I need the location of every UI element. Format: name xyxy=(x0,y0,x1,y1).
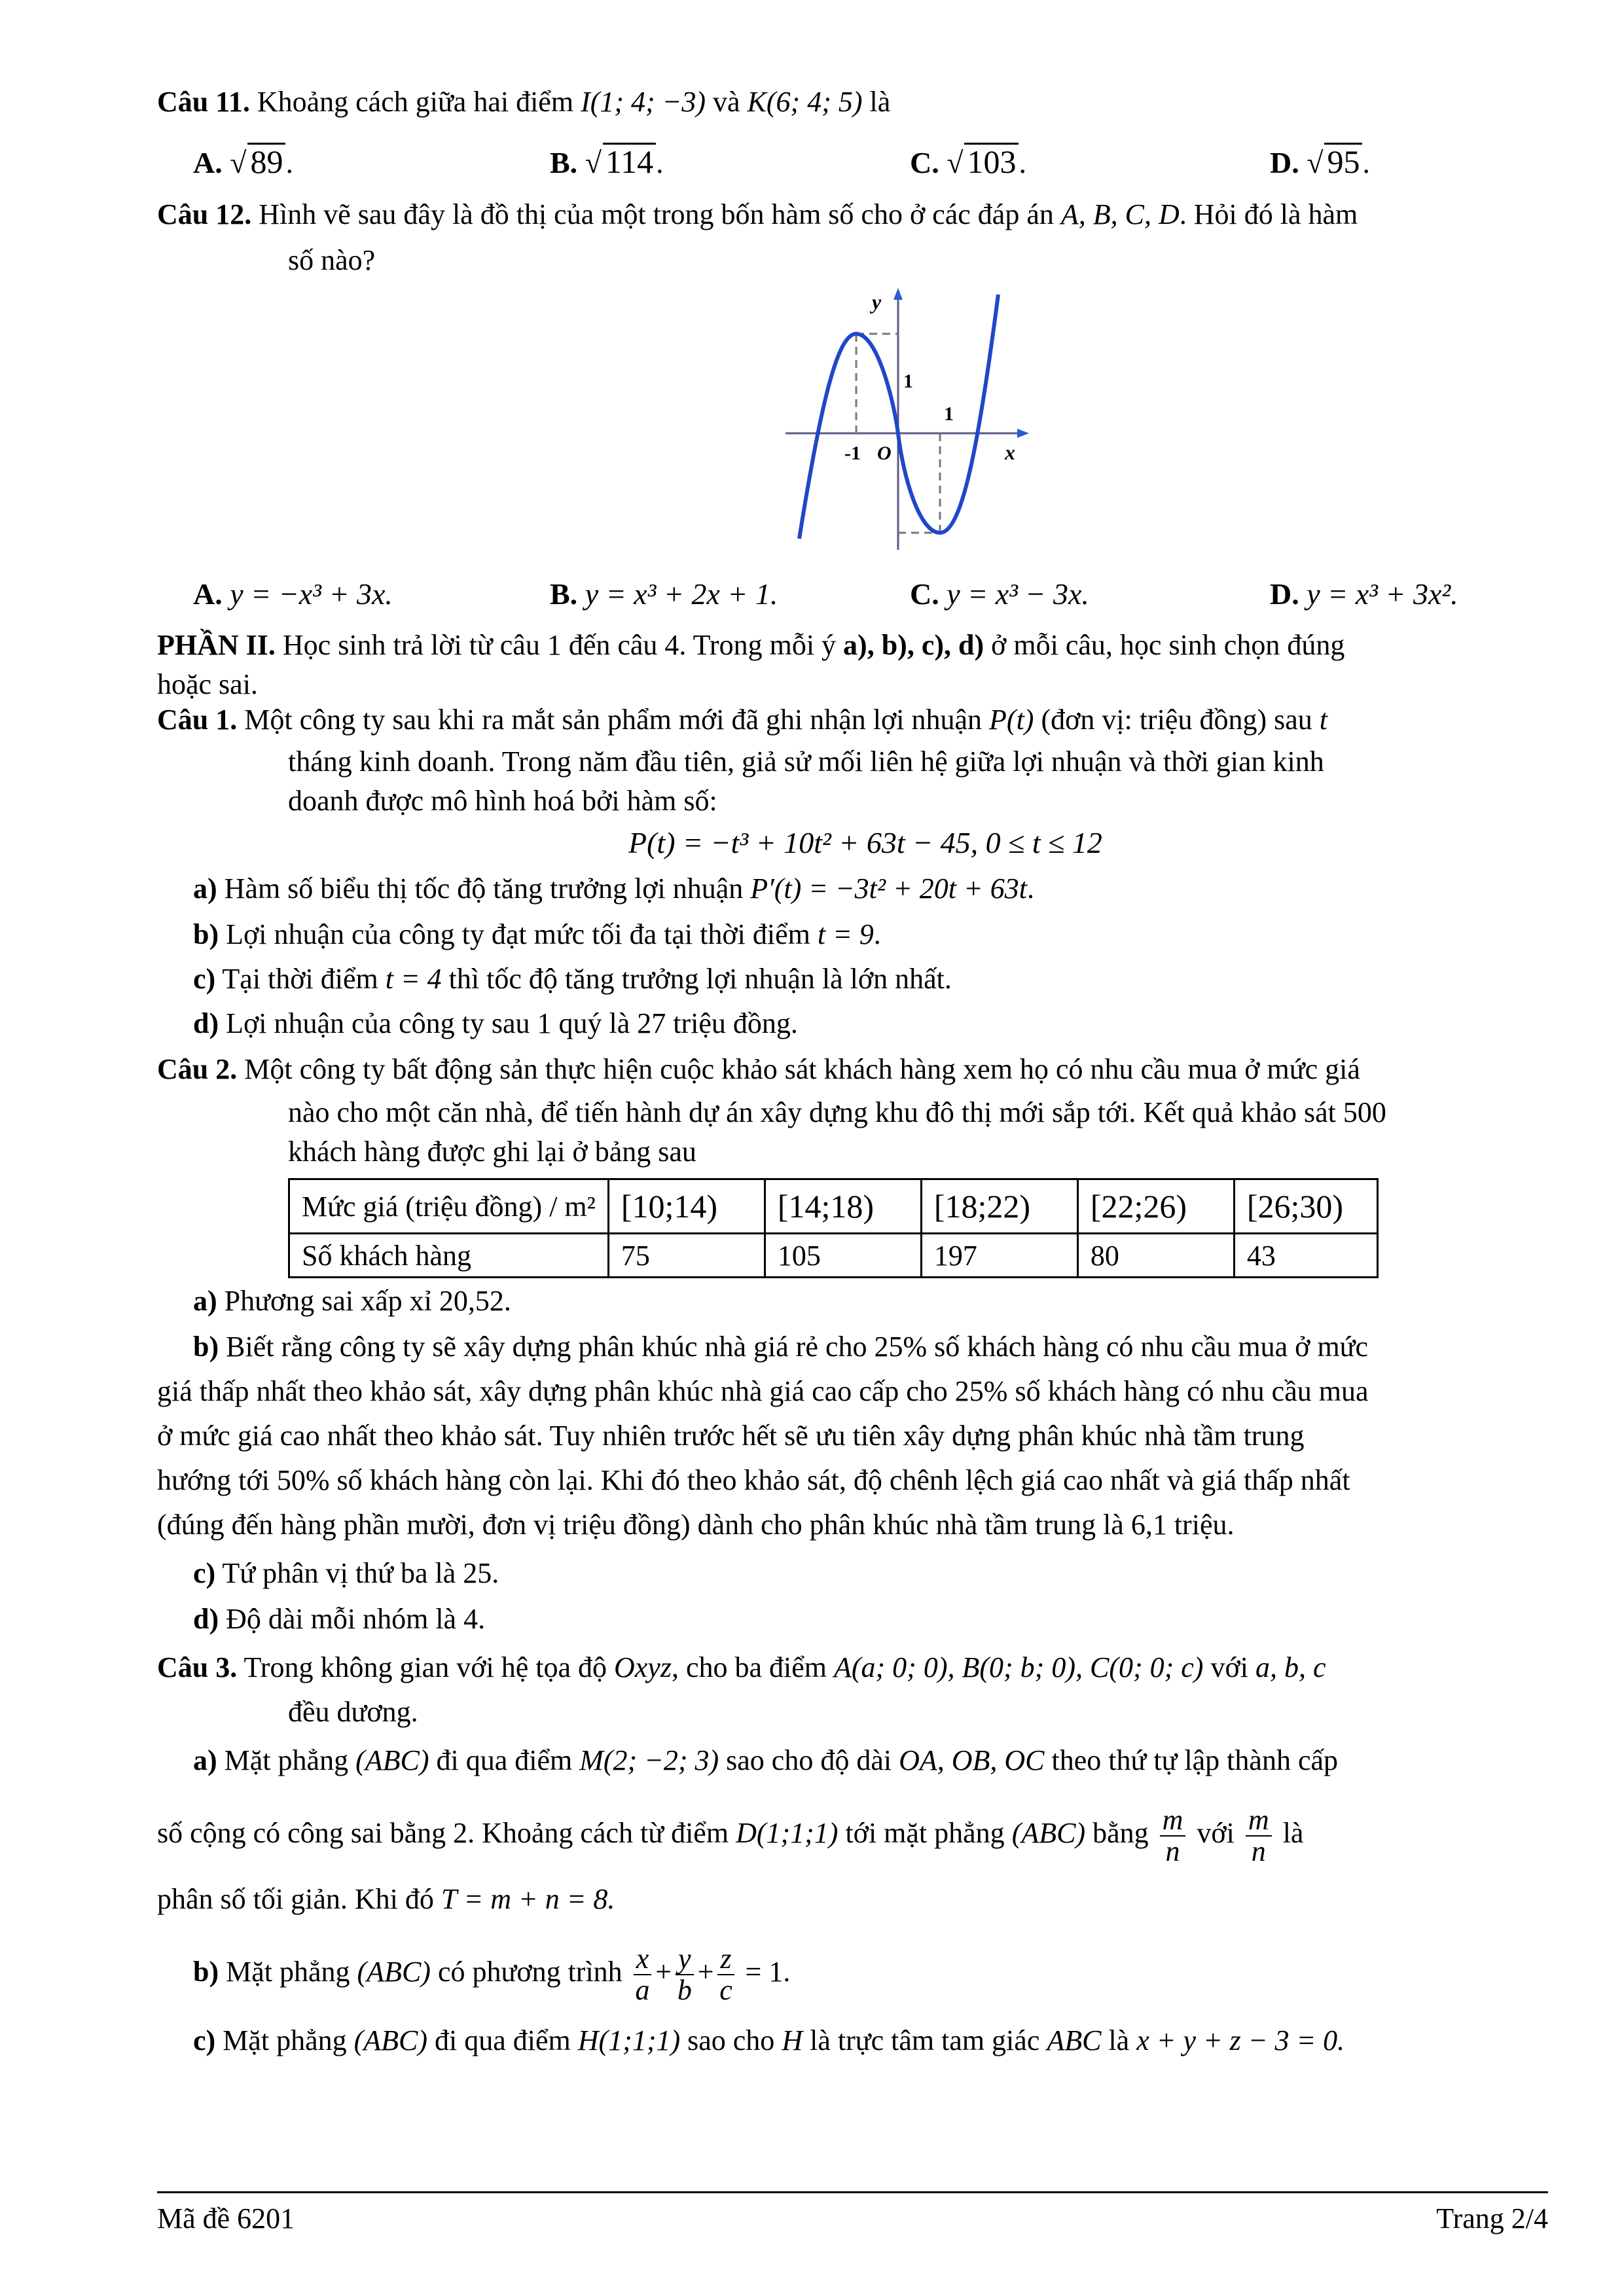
c3-text-c: với xyxy=(1210,1651,1248,1683)
c3-stem-2: đều dương. xyxy=(288,1696,418,1728)
numerator: m xyxy=(1160,1805,1186,1837)
y-axis-arrow-icon xyxy=(893,288,903,300)
item-label: d) xyxy=(193,1603,219,1635)
plane-equation: x + y + z − 3 = 0. xyxy=(1136,2024,1345,2056)
part2-text2: ở mỗi câu, học sinh chọn đúng xyxy=(991,629,1345,661)
numerator: x xyxy=(634,1944,652,1975)
option-value: 103 xyxy=(964,143,1019,179)
item-formula: P′(t) = −3t² + 20t + 63t xyxy=(750,872,1027,905)
y-one-label: 1 xyxy=(903,370,913,392)
plane-abc: (ABC) xyxy=(357,1956,431,1988)
c3-points: A(a; 0; 0), B(0; b; 0), C(0; 0; c) xyxy=(834,1651,1204,1683)
item-text-3: sao cho độ dài xyxy=(726,1744,892,1776)
equation-tail: = 1. xyxy=(745,1956,791,1988)
part2-items: a), b), c), d) xyxy=(843,629,984,661)
q11-tail: là xyxy=(869,86,891,118)
item-text-2: có phương trình xyxy=(437,1956,623,1988)
c3-item-a[interactable] xyxy=(193,1742,1338,1779)
option-value: y = x³ + 2x + 1 xyxy=(585,577,770,611)
triangle-abc: ABC xyxy=(1047,2024,1102,2056)
numerator: y xyxy=(676,1944,694,1975)
item-text: Tại thời điểm xyxy=(222,963,378,995)
footer-divider xyxy=(157,2191,1548,2193)
x-one-label: 1 xyxy=(944,403,954,425)
q12-abcd: A, B, C, D xyxy=(1060,198,1180,230)
q12-stem-cont: số nào? xyxy=(288,244,376,276)
item-text-4: là trực tâm tam giác xyxy=(810,2024,1040,2056)
q12-stem xyxy=(157,196,1358,233)
c3-item-a-3 xyxy=(157,1881,615,1918)
q11-label: Câu 11. xyxy=(157,86,250,118)
denominator: a xyxy=(635,1974,650,2006)
c2-item-c[interactable] xyxy=(193,1555,499,1592)
item-text: Biết rằng công ty sẽ xây dựng phân khúc nhà giá rẻ cho 25% số khách hàng có nhu cầu mua ở mức xyxy=(226,1331,1369,1363)
plane-abc: (ABC) xyxy=(1011,1817,1086,1850)
c3-stem xyxy=(157,1649,1326,1686)
q11-and: và xyxy=(713,86,740,118)
item-text: Lợi nhuận của công ty đạt mức tối đa tại thời điểm xyxy=(226,918,810,950)
part2-intro xyxy=(157,627,1344,664)
c2-text: Một công ty bất động sản thực hiện cuộc khảo sát khách hàng xem họ có nhu cầu mua ở mức giá xyxy=(244,1053,1360,1085)
q11-option-a[interactable]: A. √ 89. xyxy=(193,143,293,180)
footer-exam-code: Mã đề 6201 xyxy=(157,2202,295,2234)
c1-item-d[interactable] xyxy=(193,1005,798,1042)
c2-label: Câu 2. xyxy=(157,1053,238,1085)
c1-stem xyxy=(157,702,1327,738)
option-value: y = x³ − 3x xyxy=(947,577,1082,611)
c3-item-b[interactable]: b) Mặt phẳng (ABC) có phương trình $\frac{x}{a}$ + $\frac{y}{b}$ + $\frac{z}{c}$ = 1. xyxy=(193,1943,791,2006)
c2-item-b[interactable] xyxy=(193,1329,1368,1365)
table-cell: Số khách hàng xyxy=(289,1234,609,1278)
item-label: b) xyxy=(193,918,219,950)
item-text-3: sao cho xyxy=(687,2024,775,2056)
table-row xyxy=(289,1234,1378,1278)
c2-item-b-3: ở mức giá cao nhất theo khảo sát. Tuy nhiên trước hết sẽ ưu tiên xây dựng phân khúc nhà tầm trung xyxy=(157,1420,1305,1452)
item-label: c) xyxy=(193,1557,216,1589)
x-label: x xyxy=(1005,440,1015,464)
option-letter: D. xyxy=(1270,577,1299,611)
item-text-2: đi qua điểm xyxy=(436,1744,573,1776)
c1-formula: P(t) = −t³ + 10t² + 63t − 45, 0 ≤ t ≤ 12 xyxy=(628,826,1102,859)
h-symbol: H xyxy=(782,2024,803,2056)
option-letter: A. xyxy=(193,146,223,179)
part2-label: PHẦN II. xyxy=(157,629,276,661)
option-letter: D. xyxy=(1270,146,1299,179)
table-header-cell: [26;30) xyxy=(1234,1179,1377,1234)
denominator: b xyxy=(677,1974,692,2006)
option-letter: C. xyxy=(910,146,939,179)
c3-text-b: , cho ba điểm xyxy=(671,1651,827,1683)
item-text-5: là xyxy=(1282,1817,1304,1850)
item-label: a) xyxy=(193,1744,217,1776)
item-text-4: theo thứ tự lập thành cấp xyxy=(1051,1744,1338,1776)
c2-item-b-5: (đúng đến hàng phần mười, đơn vị triệu đồng) dành cho phân khúc nhà tầm trung là 6,1 triệu. xyxy=(157,1509,1235,1541)
denominator: n xyxy=(1251,1835,1266,1867)
item-label: b) xyxy=(193,1331,219,1363)
option-value: 89 xyxy=(247,143,285,179)
item-text: số cộng có công sai bằng 2. Khoảng cách từ điểm xyxy=(157,1817,729,1850)
item-text: Mặt phẳng xyxy=(224,1744,349,1776)
q12-option-d[interactable]: D. y = x³ + 3x². xyxy=(1270,577,1458,611)
origin-label: O xyxy=(877,442,892,464)
c3-item-c[interactable] xyxy=(193,2022,1344,2059)
q12-text: Hình vẽ sau đây là đồ thị của một trong bốn hàm số cho ở các đáp án xyxy=(259,198,1054,230)
c3-label: Câu 3. xyxy=(157,1651,238,1683)
item-label: a) xyxy=(193,1285,217,1317)
c2-item-a[interactable] xyxy=(193,1283,511,1319)
q11-option-d[interactable]: D. √ 95. xyxy=(1270,143,1370,180)
table-header-cell: Mức giá (triệu đồng) / m² xyxy=(289,1179,609,1234)
fraction-y-b xyxy=(676,1944,694,2005)
c2-item-b-2: giá thấp nhất theo khảo sát, xây dựng phân khúc nhà giá cao cấp cho 25% số khách hàng có nhu cầu mua xyxy=(157,1375,1369,1407)
table-cell: 105 xyxy=(765,1234,921,1278)
table-cell: 80 xyxy=(1077,1234,1234,1278)
q12-option-b[interactable]: B. y = x³ + 2x + 1. xyxy=(550,577,778,611)
c3-abc: a, b, c xyxy=(1255,1651,1326,1683)
c1-item-c[interactable] xyxy=(193,961,952,997)
item-text: Tứ phân vị thứ ba là 25. xyxy=(222,1557,499,1589)
fraction-m-n xyxy=(1246,1805,1272,1867)
item-text: Phương sai xấp xỉ 20,52. xyxy=(224,1285,511,1317)
c1-item-a[interactable]: a) Hàm số biểu thị tốc độ tăng trưởng lợi nhuận P′(t) = −3t² + 20t + 63t. xyxy=(193,872,1034,905)
c3-oxyz: Oxyz xyxy=(613,1651,672,1683)
q12-option-c[interactable]: C. y = x³ − 3x. xyxy=(910,577,1089,611)
fraction-z-c xyxy=(717,1944,734,2005)
c1-item-b[interactable]: b) Lợi nhuận của công ty đạt mức tối đa tại thời điểm t = 9. xyxy=(193,918,881,950)
numerator: z xyxy=(717,1944,734,1975)
part2-text: Học sinh trả lời từ câu 1 đến câu 4. Trong mỗi ý xyxy=(282,629,837,661)
numerator: m xyxy=(1246,1805,1272,1837)
table-header-cell: [14;18) xyxy=(765,1179,921,1234)
item-formula: t = 9 xyxy=(817,918,874,950)
table-cell: 197 xyxy=(921,1234,1077,1278)
denominator: c xyxy=(719,1974,732,2006)
item-text-5: là xyxy=(1108,2024,1130,2056)
item-text-3: bằng xyxy=(1092,1817,1149,1850)
table-header-cell: [18;22) xyxy=(921,1179,1077,1234)
q12-graph xyxy=(772,281,1034,556)
item-text: Mặt phẳng xyxy=(226,1956,350,1988)
x-axis-arrow-icon xyxy=(1017,429,1029,438)
table-cell: 43 xyxy=(1234,1234,1377,1278)
q12-text2: . Hỏi đó là hàm xyxy=(1179,198,1358,230)
table-cell: 75 xyxy=(608,1234,765,1278)
q11-point-i: I(1; 4; −3) xyxy=(581,86,706,118)
q11-point-k: K(6; 4; 5) xyxy=(747,86,863,118)
fraction-m-n xyxy=(1160,1805,1186,1867)
c1-text: Một công ty sau khi ra mắt sản phẩm mới đã ghi nhận lợi nhuận xyxy=(244,704,983,736)
c2-stem xyxy=(157,1051,1360,1088)
item-text-4: với xyxy=(1197,1817,1235,1850)
survey-table xyxy=(288,1178,1379,1278)
option-value: y = −x³ + 3x xyxy=(230,577,386,611)
footer-page-number: Trang 2/4 xyxy=(1436,2202,1548,2234)
c1-t: t xyxy=(1319,704,1327,736)
c2-item-d[interactable] xyxy=(193,1601,485,1638)
item-label: c) xyxy=(193,963,216,995)
fraction-x-a xyxy=(634,1944,652,2005)
item-label: c) xyxy=(193,2024,216,2056)
q11-stem xyxy=(157,84,890,120)
option-value: 95 xyxy=(1324,143,1362,179)
point-h: H(1;1;1) xyxy=(577,2024,681,2056)
q11-option-c[interactable]: C. √ 103. xyxy=(910,143,1026,180)
denominator: n xyxy=(1165,1835,1180,1867)
c1-text-b: (đơn vị: triệu đồng) sau xyxy=(1041,704,1312,736)
item-text-2: đi qua điểm xyxy=(435,2024,571,2056)
plane-abc: (ABC) xyxy=(355,1744,429,1776)
table-header-cell: [22;26) xyxy=(1077,1179,1234,1234)
item-text: Độ dài mỗi nhóm là 4. xyxy=(226,1603,486,1635)
item-text-2: thì tốc độ tăng trưởng lợi nhuận là lớn nhất. xyxy=(448,963,952,995)
c1-stem-2: tháng kinh doanh. Trong năm đầu tiên, giả sử mối liên hệ giữa lợi nhuận và thời gian kinh xyxy=(288,745,1324,778)
q12-option-a[interactable]: A. y = −x³ + 3x. xyxy=(193,577,393,611)
option-letter: A. xyxy=(193,577,223,611)
q12-label: Câu 12. xyxy=(157,198,252,230)
item-text-2: tới mặt phẳng xyxy=(845,1817,1005,1850)
part2-intro-cont: hoặc sai. xyxy=(157,668,258,700)
option-value: y = x³ + 3x² xyxy=(1307,577,1451,611)
c2-stem-2: nào cho một căn nhà, để tiến hành dự án xây dựng khu đô thị mới sắp tới. Kết quả khảo sát 500 xyxy=(288,1096,1386,1128)
t-value: T = m + n = 8. xyxy=(441,1883,615,1915)
item-text: Lợi nhuận của công ty sau 1 quý là 27 triệu đồng. xyxy=(226,1007,798,1039)
c2-item-b-4: hướng tới 50% số khách hàng còn lại. Khi đó theo khảo sát, độ chênh lệch giá cao nhất và giá thấp nhất xyxy=(157,1464,1350,1496)
point-m: M(2; −2; 3) xyxy=(579,1744,719,1776)
table-row xyxy=(289,1179,1378,1234)
y-label: y xyxy=(872,290,882,314)
item-text: Hàm số biểu thị tốc độ tăng trưởng lợi nhuận xyxy=(224,872,744,905)
q11-option-b[interactable]: B. √ 114. xyxy=(550,143,664,180)
c3-text: Trong không gian với hệ tọa độ xyxy=(244,1651,607,1683)
c3-item-a-2 xyxy=(157,1805,1303,1867)
minus-one-label: -1 xyxy=(844,442,861,464)
table-header-cell: [10;14) xyxy=(608,1179,765,1234)
item-label: b) xyxy=(193,1956,219,1988)
c2-stem-3: khách hàng được ghi lại ở bảng sau xyxy=(288,1136,696,1168)
c1-pt: P(t) xyxy=(989,704,1034,736)
item-label: d) xyxy=(193,1007,219,1039)
q11-text: Khoảng cách giữa hai điểm xyxy=(257,86,574,118)
item-text: Mặt phẳng xyxy=(223,2024,347,2056)
item-text: phân số tối giản. Khi đó xyxy=(157,1883,434,1915)
item-formula: t = 4 xyxy=(385,963,442,995)
plane-abc: (ABC) xyxy=(353,2024,427,2056)
segments: OA, OB, OC xyxy=(899,1744,1045,1776)
option-value: 114 xyxy=(603,143,656,179)
c1-label: Câu 1. xyxy=(157,704,238,736)
point-d: D(1;1;1) xyxy=(736,1817,839,1850)
c1-stem-3: doanh được mô hình hoá bởi hàm số: xyxy=(288,785,717,817)
option-letter: C. xyxy=(910,577,939,611)
item-label: a) xyxy=(193,872,217,905)
option-letter: B. xyxy=(550,146,578,179)
option-letter: B. xyxy=(550,577,578,611)
